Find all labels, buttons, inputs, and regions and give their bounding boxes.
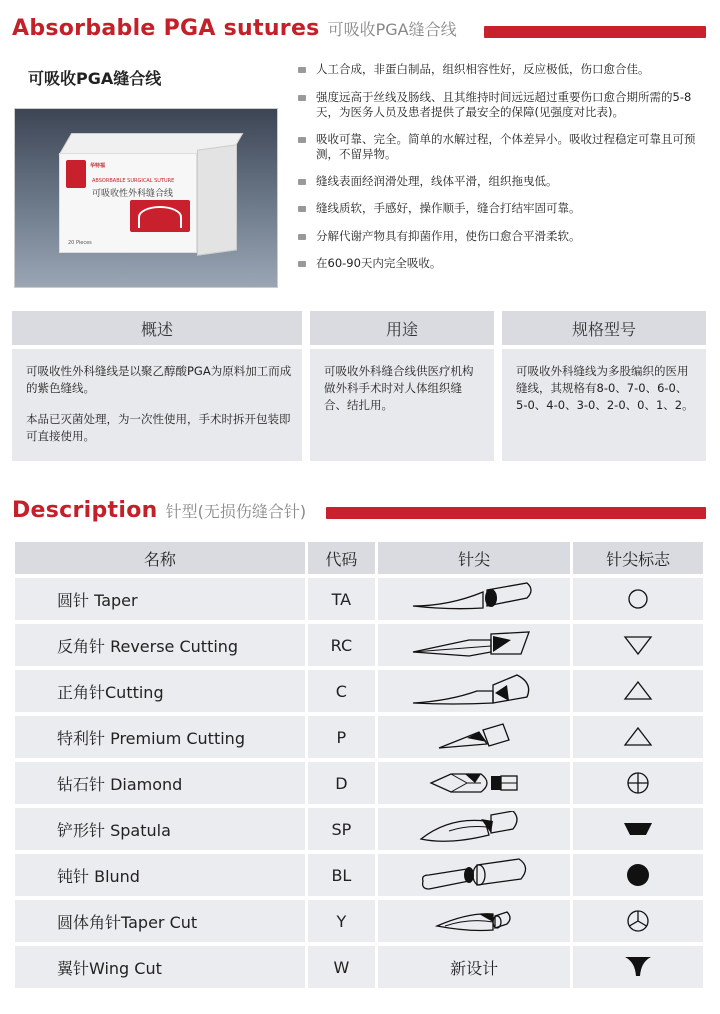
feature-text: 缝线质软，手感好，操作顺手，缝合打结牢固可靠。: [316, 201, 581, 215]
needle-name: 翼针Wing Cut: [15, 946, 305, 988]
wing-mark-icon: [623, 954, 653, 980]
column-header-tip: 针尖: [378, 542, 570, 574]
feature-item: [298, 132, 710, 163]
table-row: [15, 762, 703, 804]
feature-text: 吸收可靠、完全。简单的水解过程，个体差异小。吸收过程稳定可靠且可预测，不留异物。: [316, 131, 696, 161]
needle-name: 铲形针 Spatula: [15, 808, 305, 850]
needle-code: Y: [308, 900, 375, 942]
premium-cutting-tip-icon: [409, 720, 539, 754]
specs-body: [502, 349, 706, 461]
feature-item: [298, 62, 710, 78]
cutting-tip-icon: [409, 673, 539, 709]
diamond-tip-icon: [409, 766, 539, 800]
feature-item: [298, 256, 710, 272]
needle-code: C: [308, 670, 375, 712]
description-accent-bar: [326, 507, 706, 519]
specs-panel: [502, 311, 706, 461]
needle-code: SP: [308, 808, 375, 850]
needle-name: 圆针 Taper: [15, 578, 305, 620]
info-panels: [12, 311, 706, 461]
taper-tip-icon: [409, 582, 539, 616]
needle-name: 特利针 Premium Cutting: [15, 716, 305, 758]
overview-body: [12, 349, 302, 461]
page-header: [12, 16, 457, 41]
specs-header: 规格型号: [502, 311, 706, 345]
segmented-circle-icon: [625, 908, 651, 934]
usage-panel: [310, 311, 494, 461]
table-row: [15, 808, 703, 850]
spatula-mark-icon: [622, 820, 654, 838]
needle-name: 反角针 Reverse Cutting: [15, 624, 305, 666]
usage-text: 可吸收外科缝合线供医疗机构做外科手术时对人体组织缝合、结扎用。: [324, 364, 474, 412]
needle-name: 钝针 Blund: [15, 854, 305, 896]
taper-cut-tip-icon: [409, 904, 539, 938]
overview-panel: [12, 311, 302, 461]
table-row: [15, 854, 703, 896]
table-header-row: [15, 542, 703, 574]
needle-code: BL: [308, 854, 375, 896]
needle-code: P: [308, 716, 375, 758]
package-count: 20 Pieces: [68, 240, 92, 246]
table-row: [15, 670, 703, 712]
needle-code: W: [308, 946, 375, 988]
package-brand: 华特福: [90, 163, 106, 169]
bullet-icon: [298, 234, 306, 240]
reverse-cutting-tip-icon: [409, 628, 539, 662]
column-header-mark: 针尖标志: [573, 542, 703, 574]
feature-text: 强度远高于丝线及肠线、且其维持时间远远超过重要伤口愈合期所需的5-8天，为医务人员及患者提供了最安全的保障(见强度对比表)。: [316, 89, 692, 119]
header-accent-bar: [484, 26, 706, 38]
feature-text: 在60-90天内完全吸收。: [316, 256, 442, 270]
table-row: [15, 624, 703, 666]
bullet-icon: [298, 261, 306, 267]
package-title-en: ABSORBABLE SURGICAL SUTURE: [92, 178, 175, 184]
needle-name: 正角针Cutting: [15, 670, 305, 712]
column-header-name: 名称: [15, 542, 305, 574]
needle-table: [12, 538, 706, 992]
table-row: [15, 578, 703, 620]
feature-item: [298, 90, 710, 121]
feature-item: [298, 229, 710, 245]
overview-paragraph: 本品已灭菌处理，为一次性使用，手术时拆开包装即可直接使用。: [26, 412, 291, 443]
bullet-icon: [298, 137, 306, 143]
needle-name: 圆体角针Taper Cut: [15, 900, 305, 942]
needle-code: RC: [308, 624, 375, 666]
feature-item: [298, 174, 710, 190]
triangle-icon: [623, 725, 653, 749]
triangle-icon: [623, 679, 653, 703]
description-title: Description: [12, 498, 158, 523]
table-row: [15, 716, 703, 758]
needle-name: 钻石针 Diamond: [15, 762, 305, 804]
package-side: [197, 144, 237, 256]
inverted-triangle-icon: [623, 633, 653, 657]
bullet-icon: [298, 67, 306, 73]
page-subtitle: 可吸收PGA缝合线: [327, 20, 457, 39]
bullet-icon: [298, 206, 306, 212]
brand-logo: [66, 160, 86, 188]
feature-text: 分解代谢产物具有抑菌作用，使伤口愈合平滑柔软。: [316, 228, 581, 243]
product-photo: [14, 108, 278, 288]
product-caption: 可吸收PGA缝合线: [28, 69, 162, 88]
circle-icon: [626, 587, 650, 611]
feature-text: 缝线表面经润滑处理，线体平滑，组织拖曳低。: [316, 173, 558, 188]
overview-header: 概述: [12, 311, 302, 345]
spatula-tip-icon: [409, 811, 539, 847]
bullet-icon: [298, 179, 306, 185]
crossed-circle-icon: [625, 770, 651, 796]
usage-body: [310, 349, 494, 461]
package-red-panel: [130, 200, 190, 232]
needle-code: TA: [308, 578, 375, 620]
bullet-icon: [298, 95, 306, 101]
blunt-tip-icon: [409, 857, 539, 893]
specs-text: 可吸收外科缝线为多股编织的医用缝线，其规格有8-0、7-0、6-0、5-0、4-0、3-0、2-0、0、1、2。: [516, 364, 694, 412]
usage-header: 用途: [310, 311, 494, 345]
feature-item: [298, 201, 710, 217]
overview-paragraph: 可吸收性外科缝线是以聚乙醇酸PGA为原料加工而成的紫色缝线。: [26, 364, 292, 395]
feature-list: [298, 62, 710, 272]
feature-text: 人工合成，非蛋白制品，组织相容性好，反应极低，伤口愈合佳。: [316, 62, 650, 76]
needle-tip-text: 新设计: [378, 946, 570, 988]
table-row: [15, 900, 703, 942]
needle-code: D: [308, 762, 375, 804]
package-front: [59, 153, 197, 253]
column-header-code: 代码: [308, 542, 375, 574]
package-title-cn: 可吸收性外科缝合线: [92, 189, 174, 199]
filled-circle-icon: [625, 862, 651, 888]
table-row: [15, 946, 703, 988]
page-title: Absorbable PGA sutures: [12, 16, 320, 41]
description-subtitle: 针型(无损伤缝合针): [165, 502, 307, 521]
description-header: [12, 498, 306, 523]
